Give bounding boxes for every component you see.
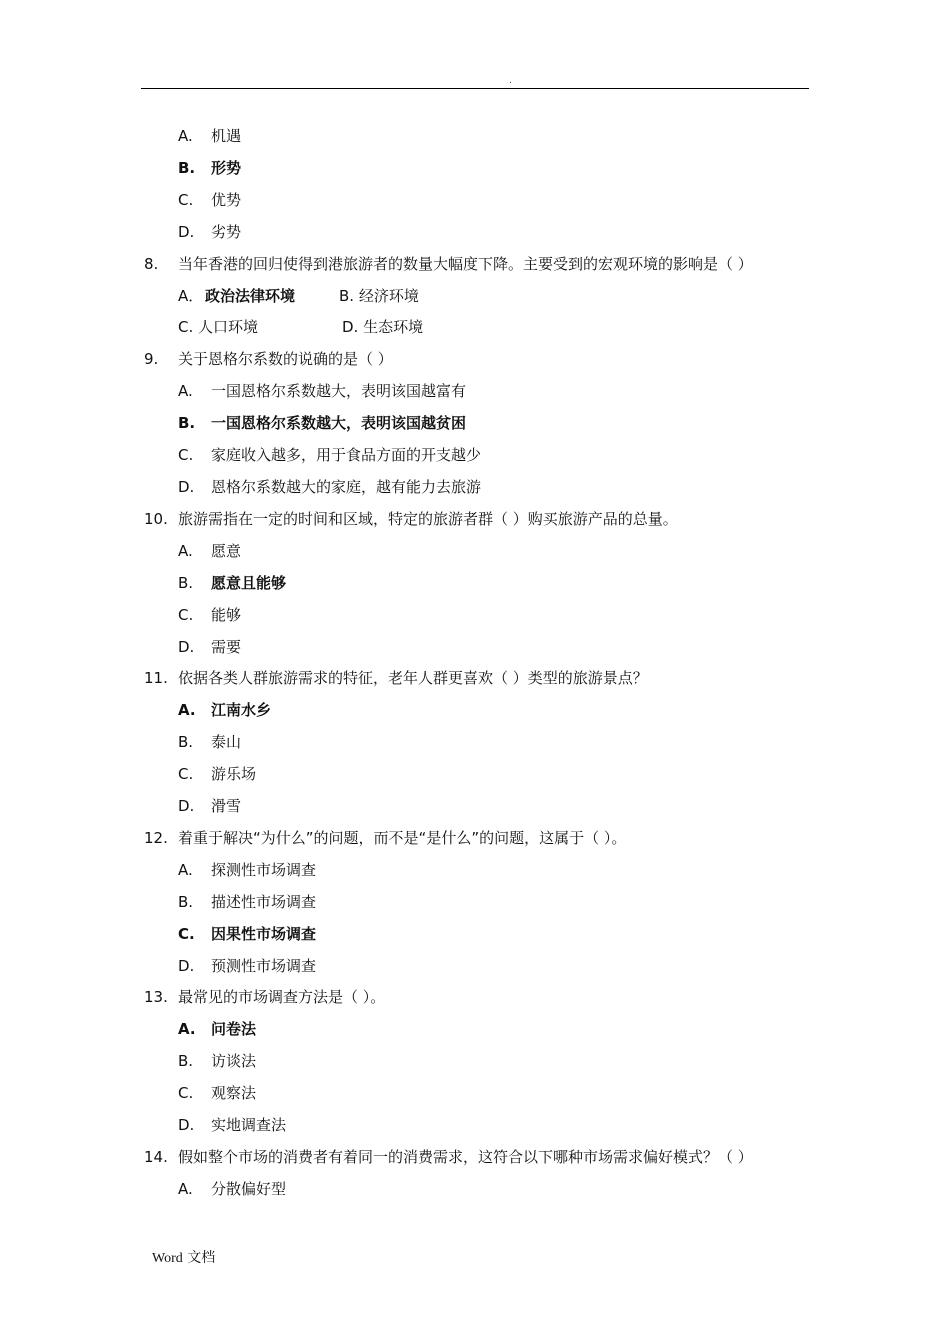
question-row <box>0 1141 950 1173</box>
option-row <box>0 567 950 599</box>
option-row <box>0 599 950 631</box>
option-row <box>0 631 950 663</box>
option-label: A. <box>178 860 193 879</box>
option-label: B. <box>178 892 194 911</box>
option-row <box>0 854 950 886</box>
option-label: C. <box>178 765 194 784</box>
option-row <box>0 439 950 471</box>
option-text: 探测性市场调查 <box>211 860 317 879</box>
option-text: 因果性市场调查 <box>211 924 317 943</box>
option-label: A. <box>178 1020 196 1039</box>
question-number: 14. <box>144 1148 168 1166</box>
header-mark: . <box>509 76 512 86</box>
option-label: D. <box>178 477 195 496</box>
question-number: 11. <box>144 669 168 688</box>
option-label: B. <box>178 733 194 752</box>
option-text: 泰山 <box>211 733 242 752</box>
option-row-correct <box>0 1013 950 1045</box>
option-row <box>0 311 950 343</box>
option-text: 分散偏好型 <box>211 1179 287 1198</box>
option-row <box>0 1045 950 1077</box>
option-text: 恩格尔系数越大的家庭，越有能力去旅游 <box>211 477 482 496</box>
option-label: B. <box>178 414 196 433</box>
option-row <box>0 120 950 152</box>
option-text: 观察法 <box>211 1084 257 1103</box>
option-label: C. <box>178 446 194 465</box>
option-text: 实地调查法 <box>211 1116 287 1135</box>
question-number: 10. <box>144 509 168 528</box>
option-text: 访谈法 <box>211 1052 257 1071</box>
question-text: 旅游需指在一定的时间和区域，特定的旅游者群（ ）购买旅游产品的总量。 <box>178 509 678 528</box>
question-text: 当年香港的回归使得到港旅游者的数量大幅度下降。主要受到的宏观环境的影响是（ ） <box>178 254 753 273</box>
question-row <box>0 343 950 375</box>
option-text: 愿意 <box>211 541 242 560</box>
question-text: 依据各类人群旅游需求的特征，老年人群更喜欢（ ）类型的旅游景点？ <box>178 669 648 688</box>
option-label: C. <box>178 605 194 624</box>
footer-doc: 文档 <box>187 1250 216 1266</box>
option-text: 滑雪 <box>211 797 242 816</box>
question-number: 12. <box>144 828 168 847</box>
option-label: A. <box>178 701 196 720</box>
question-number: 9. <box>144 350 159 369</box>
option-text: 能够 <box>211 605 242 624</box>
option-label: C. <box>178 190 194 209</box>
option-text: D. 生态环境 <box>342 318 424 337</box>
option-row-correct <box>0 152 950 184</box>
option-row <box>0 535 950 567</box>
option-text: 需要 <box>211 637 242 656</box>
header-rule <box>141 88 809 89</box>
option-label: B. <box>178 1052 194 1071</box>
option-row <box>0 280 950 312</box>
question-row <box>0 822 950 854</box>
option-text: 问卷法 <box>211 1020 257 1039</box>
option-row <box>0 375 950 407</box>
option-row-correct <box>0 918 950 950</box>
option-row <box>0 758 950 790</box>
option-text: 形势 <box>211 158 242 177</box>
option-row <box>0 726 950 758</box>
option-label: A． <box>178 286 204 305</box>
question-text: 最常见的市场调查方法是（ ）。 <box>178 988 386 1007</box>
option-row <box>0 471 950 503</box>
option-text: 江南水乡 <box>211 701 272 720</box>
question-number: 13. <box>144 988 168 1007</box>
option-text: C. 人口环境 <box>178 318 259 337</box>
option-text-correct: 政治法律环境 <box>205 286 296 305</box>
option-text: 劣势 <box>211 222 242 241</box>
option-text: B. 经济环境 <box>339 286 419 305</box>
page-footer <box>152 1249 215 1268</box>
option-label: B. <box>178 573 194 592</box>
option-row <box>0 1173 950 1205</box>
question-text: 着重于解决“为什么”的问题，而不是“是什么”的问题，这属于（ ）。 <box>178 828 627 847</box>
option-text-correct: 愿意且能够 <box>211 573 287 592</box>
option-text: 优势 <box>211 190 242 209</box>
option-label: C. <box>178 924 195 943</box>
option-text: 描述性市场调查 <box>211 892 317 911</box>
option-text: 一国恩格尔系数越大，表明该国越贫困 <box>211 414 467 433</box>
option-row <box>0 790 950 822</box>
option-label: A. <box>178 1179 193 1198</box>
option-label: D. <box>178 637 195 656</box>
option-label: D. <box>178 956 195 975</box>
option-row-correct <box>0 407 950 439</box>
option-label: B. <box>178 158 196 177</box>
option-label: C. <box>178 1084 194 1103</box>
question-text: 假如整个市场的消费者有着同一的消费需求，这符合以下哪种市场需求偏好模式？（ ） <box>178 1148 753 1166</box>
option-label: A. <box>178 382 193 401</box>
option-text: 一国恩格尔系数越大，表明该国越富有 <box>211 382 467 401</box>
question-text: 关于恩格尔系数的说确的是（ ） <box>178 350 393 369</box>
option-row <box>0 1109 950 1141</box>
option-text: 游乐场 <box>211 765 257 784</box>
option-row <box>0 886 950 918</box>
question-row <box>0 981 950 1013</box>
question-row <box>0 248 950 280</box>
option-text: 家庭收入越多，用于食品方面的开支越少 <box>211 446 482 465</box>
option-label: D. <box>178 1116 195 1135</box>
option-row <box>0 1077 950 1109</box>
question-list <box>0 120 950 1205</box>
option-label: D. <box>178 797 195 816</box>
question-row <box>0 662 950 694</box>
option-label: A. <box>178 541 193 560</box>
option-row <box>0 184 950 216</box>
option-row <box>0 950 950 982</box>
option-text: 预测性市场调查 <box>211 956 317 975</box>
question-row <box>0 503 950 535</box>
option-text: 机遇 <box>211 127 242 145</box>
question-number: 8. <box>144 254 159 273</box>
option-label: A. <box>178 127 193 145</box>
option-row <box>0 216 950 248</box>
option-row-correct <box>0 694 950 726</box>
footer-word: Word <box>152 1251 183 1266</box>
option-label: D. <box>178 222 195 241</box>
